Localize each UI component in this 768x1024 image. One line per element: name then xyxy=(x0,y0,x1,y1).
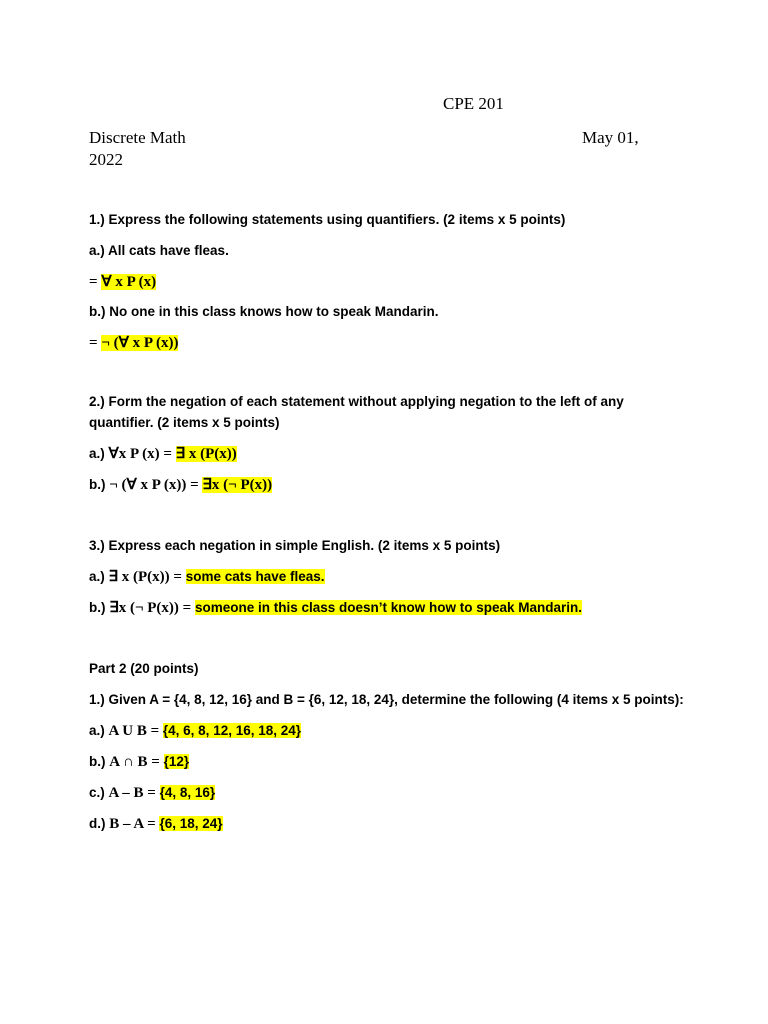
part2-item-c-answer: {4, 8, 16} xyxy=(159,785,216,800)
q2-b-line xyxy=(89,476,272,494)
q1-b-answer: ¬ (∀ x P (x)) xyxy=(101,335,179,351)
q2-a-answer: ∃ x (P(x)) xyxy=(175,446,237,462)
q1-b-answer-line xyxy=(89,334,178,352)
part2-title: Part 2 (20 points) xyxy=(89,661,199,676)
part2-item-a-answer: {4, 6, 8, 12, 16, 18, 24} xyxy=(162,723,302,738)
part2-prompt: 1.) Given A = {4, 8, 12, 16} and B = {6, 12, 18, 24}, determine the following (4 items x 5 points): xyxy=(89,692,684,707)
year-text: 2022 xyxy=(89,150,123,169)
part2-item-c xyxy=(89,784,215,802)
q3-a-line xyxy=(89,568,325,586)
q3-a-label: a.) xyxy=(89,569,109,584)
q2-a-line xyxy=(89,445,237,463)
q2-b-expr: ¬ (∀ x P (x)) = xyxy=(109,477,203,493)
q1-a-answer-prefix: = xyxy=(89,274,102,290)
q2-b-answer: ∃x (¬ P(x)) xyxy=(202,477,273,493)
q1-b-text: b.) No one in this class knows how to speak Mandarin. xyxy=(89,304,439,319)
part2-item-b-expr: A ∩ B = xyxy=(109,754,164,770)
part2-item-d-label: d.) xyxy=(89,816,110,831)
q2-b-label: b.) xyxy=(89,477,110,492)
part2-item-a-expr: A U B = xyxy=(108,723,163,739)
part2-item-b-label: b.) xyxy=(89,754,110,769)
part2-item-a-label: a.) xyxy=(89,723,109,738)
part2-item-a xyxy=(89,722,301,740)
date-text: May 01, xyxy=(582,128,639,147)
subject-title: Discrete Math xyxy=(89,128,186,147)
q3-b-label: b.) xyxy=(89,600,110,615)
q1-a-answer-line xyxy=(89,273,156,291)
q1-b-answer-prefix: = xyxy=(89,335,102,351)
q3-b-answer: someone in this class doesn’t know how to speak Mandarin. xyxy=(194,600,583,615)
q3-b-expr: ∃x (¬ P(x)) = xyxy=(109,600,195,616)
q2-prompt-line1: 2.) Form the negation of each statement without applying negation to the left of any xyxy=(89,394,624,409)
part2-item-d xyxy=(89,815,223,833)
q2-prompt-line2: quantifier. (2 items x 5 points) xyxy=(89,415,280,430)
course-code: CPE 201 xyxy=(443,94,504,113)
q1-a-answer: ∀ x P (x) xyxy=(101,274,157,290)
q1-a-text: a.) All cats have fleas. xyxy=(89,243,229,258)
q3-a-answer: some cats have fleas. xyxy=(185,569,325,584)
q2-a-expr: ∀x P (x) = xyxy=(108,446,176,462)
part2-item-c-label: c.) xyxy=(89,785,109,800)
part2-item-c-expr: A – B = xyxy=(108,785,160,801)
q3-a-expr: ∃ x (P(x)) = xyxy=(108,569,186,585)
q3-b-line xyxy=(89,599,582,617)
part2-item-d-answer: {6, 18, 24} xyxy=(159,816,223,831)
q2-a-label: a.) xyxy=(89,446,109,461)
part2-item-d-expr: B – A = xyxy=(109,816,160,832)
part2-item-b xyxy=(89,753,189,771)
part2-item-b-answer: {12} xyxy=(163,754,190,769)
q3-prompt: 3.) Express each negation in simple English. (2 items x 5 points) xyxy=(89,538,501,553)
q1-prompt: 1.) Express the following statements using quantifiers. (2 items x 5 points) xyxy=(89,212,566,227)
